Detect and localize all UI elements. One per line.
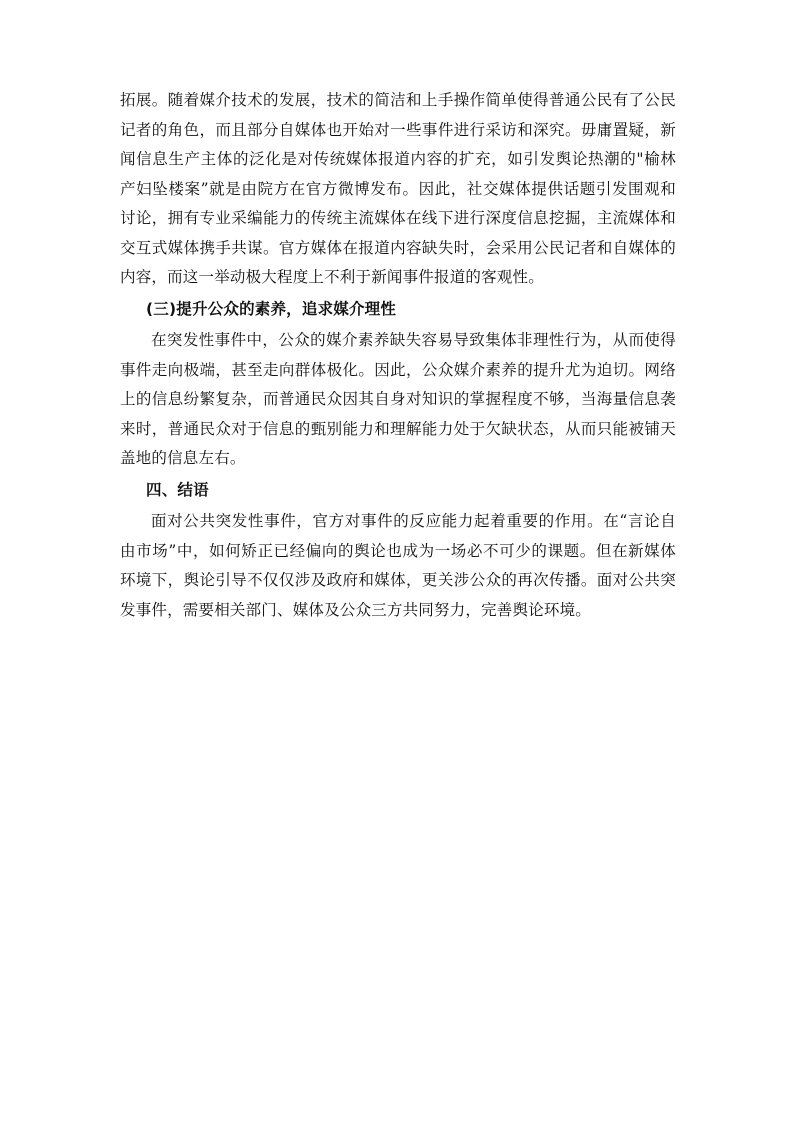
section-four-heading: 四、结语 [146, 480, 209, 499]
document-body [120, 86, 676, 625]
section-four-paragraph: 面对公共突发性事件，官方对事件的反应能力起着重要的作用。在“言论自由市场”中，如何矫正已经偏向的舆论也成为一场必不可少的课题。但在新媒体环境下，舆论引导不仅仅涉及政府和媒体，更关涉公众的再次传播。面对公共突发事件，需要相关部门、媒体及公众三方共同努力，完善舆论环境。 [120, 512, 676, 619]
section-three-heading: (三)提升公众的素养，追求媒介理性 [146, 299, 397, 318]
continuation-paragraph: 拓展。随着媒介技术的发展，技术的简洁和上手操作简单使得普通公民有了公民记者的角色，而且部分自媒体也开始对一些事件进行采访和深究。毋庸置疑，新闻信息生产主体的泛化是对传统媒体报道内容的扩充，如引发舆论热潮的"榆林产妇坠楼案”就是由院方在官方微博发布。因此，社交媒体提供话题引发围观和讨论，拥有专业采编能力的传统主流媒体在线下进行深度信息挖掘，主流媒体和交互式媒体携手共谋。官方媒体在报道内容缺失时，会采用公民记者和自媒体的内容，而这一举动极大程度上不利于新闻事件报道的客观性。 [120, 91, 676, 286]
section-three-paragraph: 在突发性事件中，公众的媒介素养缺失容易导致集体非理性行为，从而使得事件走向极端，甚至走向群体极化。因此，公众媒介素养的提升尤为迫切。网络上的信息纷繁复杂，而普通民众因其自身对知识的掌握程度不够，当海量信息袭来时，普通民众对于信息的甄别能力和理解能力处于欠缺状态，从而只能被铺天盖地的信息左右。 [120, 331, 676, 467]
